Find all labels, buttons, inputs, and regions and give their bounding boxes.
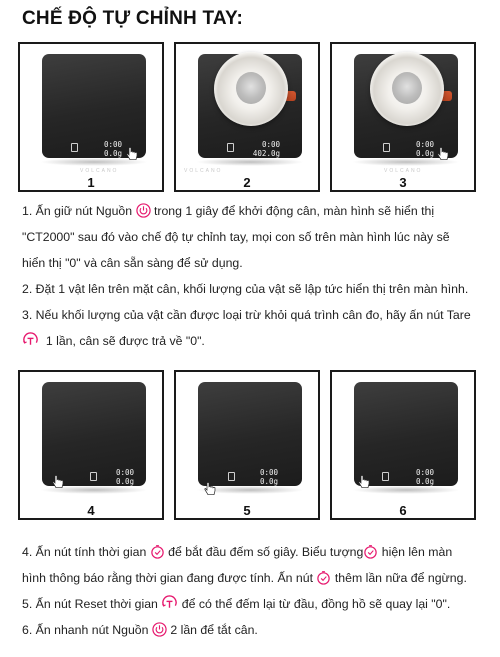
display-time: 0:00 [415, 468, 434, 477]
step-5: 5. Ấn nút Reset thời gian để có thể đếm lại từ đầu, đồng hồ sẽ quay lại "0". [22, 597, 451, 611]
display-weight: 0.0g [415, 149, 434, 158]
scale-display [238, 468, 278, 486]
display-weight: 0.0g [103, 149, 122, 158]
step-3-line-2: 1 lần, cân sẽ được trả về "0". [22, 328, 484, 354]
battery-icon [382, 472, 389, 481]
hand-pointer-icon [52, 475, 64, 489]
panel-number: 3 [399, 175, 407, 190]
battery-icon [90, 472, 97, 481]
hand-pointer-icon [437, 147, 449, 161]
display-weight: 0.0g [115, 477, 134, 486]
step-1-line-1: 1. Ấn giữ nút Nguồn trong 1 giây để khởi động cân, màn hình sẽ hiển thị [22, 204, 435, 218]
power-icon [152, 622, 167, 637]
scale-display [82, 140, 122, 158]
step-image-3 [330, 42, 476, 192]
scale-display [236, 140, 280, 158]
step-image-4 [18, 370, 164, 520]
battery-icon [227, 143, 234, 152]
hand-pointer-icon [358, 475, 370, 489]
coffee-cup [214, 52, 288, 126]
panel-number: 5 [243, 503, 251, 518]
step-2: 2. Đặt 1 vật lên trên mặt cân, khối lượng của vật sẽ lập tức hiển thị trên màn hình. [22, 282, 469, 296]
display-time: 0:00 [261, 140, 280, 149]
tare-icon [22, 332, 39, 349]
display-time: 0:00 [103, 140, 122, 149]
watermark: VOLCANO [80, 168, 119, 174]
panel-number: 6 [399, 503, 407, 518]
timer-icon [363, 544, 378, 559]
panel-number: 1 [87, 175, 95, 190]
display-time: 0:00 [415, 140, 434, 149]
scale-display [98, 468, 134, 486]
display-time: 0:00 [115, 468, 134, 477]
coffee-cup [370, 52, 444, 126]
instructions-bottom [22, 539, 484, 643]
step-image-5 [174, 370, 320, 520]
step-image-1 [18, 42, 164, 192]
battery-icon [228, 472, 235, 481]
step-1-line-2: "CT2000" sau đó vào chế độ tự chỉnh tay, mọi con số trên màn hình lúc này sẽ [22, 230, 450, 244]
page-title: CHẾ ĐỘ TỰ CHỈNH TAY: [22, 8, 244, 29]
step-6: 6. Ấn nhanh nút Nguồn 2 lần để tắt cân. [22, 623, 258, 637]
display-weight: 402.0g [252, 149, 280, 158]
panel-number: 4 [87, 503, 95, 518]
display-weight: 0.0g [415, 477, 434, 486]
instructions-top [22, 198, 484, 354]
panel-number: 2 [243, 175, 251, 190]
step-1-line-3: hiển thị "0" và cân sẵn sàng để sử dụng. [22, 256, 243, 270]
display-time: 0:00 [259, 468, 278, 477]
hand-pointer-icon [126, 147, 138, 161]
scale-display [394, 468, 434, 486]
watermark: VOLCANO [184, 168, 223, 174]
watermark: VOLCANO [384, 168, 423, 174]
step-image-2 [174, 42, 320, 192]
step-4-line-2: hình thông báo rằng thời gian đang được tính. Ấn nút thêm lần nữa để ngừng. [22, 571, 467, 585]
timer-icon [150, 544, 165, 559]
battery-icon [71, 143, 78, 152]
step-3-line-1: 3. Nếu khối lượng của vật cần được loại trừ khỏi quá trình cân đo, hãy ấn nút Tare [22, 308, 471, 322]
battery-icon [383, 143, 390, 152]
hand-pointer-icon [204, 482, 216, 496]
step-4-line-1: 4. Ấn nút tính thời gian để bắt đầu đếm số giây. Biểu tượng hiện lên màn [22, 545, 453, 559]
timer-icon [316, 570, 331, 585]
scale-display [394, 140, 434, 158]
step-image-6 [330, 370, 476, 520]
power-icon [136, 203, 151, 218]
display-weight: 0.0g [259, 477, 278, 486]
reset-icon [161, 595, 178, 612]
